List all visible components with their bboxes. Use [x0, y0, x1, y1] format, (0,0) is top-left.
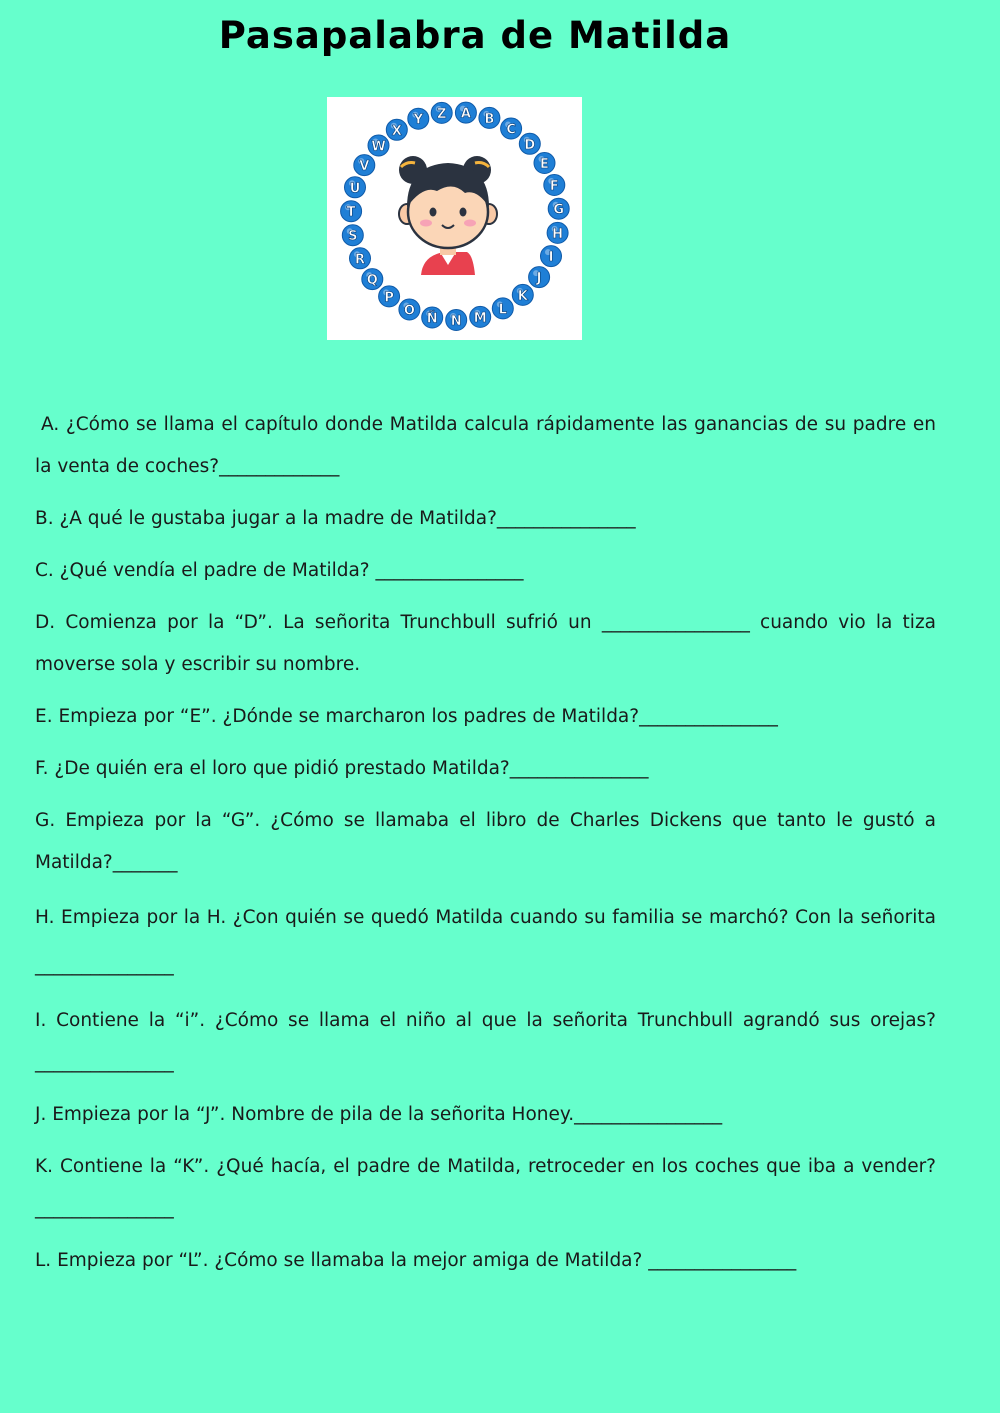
- letter-g: G: [553, 202, 565, 218]
- letter-p: P: [384, 290, 394, 306]
- letter-r: R: [354, 252, 366, 268]
- alphabet-wheel-svg: [327, 97, 582, 340]
- letter-bubble-b: [479, 107, 500, 128]
- letter-bubble-r: [350, 248, 371, 269]
- letter-bubble-g: [548, 198, 569, 219]
- letter-u: U: [349, 181, 361, 197]
- letter-bubble-f: [544, 175, 565, 196]
- letter-bubble-s: [342, 225, 363, 246]
- letter-f: F: [549, 179, 559, 194]
- question-f: F. ¿De quién era el loro que pidió prestado Matilda?_______________: [35, 758, 649, 779]
- question-l: L. Empieza por “L”. ¿Cómo se llamaba la mejor amiga de Matilda? ________________: [35, 1250, 797, 1271]
- letter-ñ: Ñ: [426, 311, 438, 327]
- alphabet-wheel-girl-icon: [327, 97, 582, 340]
- letter-bubble-h: [547, 222, 568, 243]
- letter-s: S: [348, 229, 358, 245]
- letter-bubble-k: [512, 284, 533, 305]
- letter-bubble-t: [341, 201, 362, 222]
- question-a: A. ¿Cómo se llama el capítulo donde Matilda calcula rápidamente las ganancias de su padre en la venta de coches?_____________: [35, 414, 936, 477]
- question-j: J. Empieza por la “J”. Nombre de pila de la señorita Honey.________________: [35, 1104, 723, 1125]
- letter-bubble-i: [541, 246, 562, 267]
- question-b: B. ¿A qué le gustaba jugar a la madre de Matilda?_______________: [35, 508, 636, 529]
- letter-o: O: [403, 303, 415, 319]
- letter-i: I: [548, 250, 554, 266]
- letter-bubble-ñ: [422, 307, 443, 328]
- letter-c: C: [506, 122, 516, 138]
- letter-y: Y: [413, 112, 424, 128]
- question-d: D. Comienza por la “D”. La señorita Trunchbull sufrió un ________________ cuando vio la tiza moverse sola y escribir su nombre.: [35, 612, 936, 675]
- letter-bubble-x: [386, 119, 407, 140]
- letter-bubble-o: [399, 299, 420, 320]
- letter-e: E: [540, 157, 549, 172]
- letter-bubble-c: [501, 118, 522, 139]
- letter-k: K: [517, 288, 528, 304]
- girl-face-icon: [399, 156, 497, 275]
- letter-z: Z: [436, 106, 447, 122]
- letter-bubble-z: [431, 102, 452, 123]
- letter-bubble-d: [519, 133, 540, 154]
- question-c: C. ¿Qué vendía el padre de Matilda? ________________: [35, 560, 524, 581]
- letter-bubble-m: [470, 306, 491, 327]
- letter-v: V: [359, 159, 370, 175]
- letter-x: X: [391, 123, 402, 139]
- letter-w: W: [371, 139, 386, 155]
- letter-bubble-n: [446, 310, 467, 331]
- letter-bubble-y: [408, 108, 429, 129]
- letter-d: D: [524, 137, 536, 153]
- question-h: H. Empieza por la H. ¿Con quién se quedó Matilda cuando su familia se marchó? Con la señorita _______________: [35, 907, 936, 976]
- letter-bubble-v: [354, 155, 375, 176]
- question-k: K. Contiene la “K”. ¿Qué hacía, el padre de Matilda, retroceder en los coches que iba a vender?_______________: [35, 1156, 936, 1219]
- questions-list: [35, 404, 936, 1292]
- letter-j: J: [536, 271, 542, 287]
- letter-bubble-w: [368, 135, 389, 156]
- letter-t: T: [346, 205, 356, 221]
- question-g: G. Empieza por la “G”. ¿Cómo se llamaba el libro de Charles Dickens que tanto le gustó a Matilda?_______: [35, 810, 936, 873]
- question-i: I. Contiene la “i”. ¿Cómo se llama el niño al que la señorita Trunchbull agrandó sus orejas?_______________: [35, 1010, 936, 1073]
- letter-b: B: [484, 111, 495, 127]
- question-e: E. Empieza por “E”. ¿Dónde se marcharon los padres de Matilda?_______________: [35, 706, 778, 727]
- letter-bubble-l: [492, 298, 513, 319]
- letter-q: Q: [366, 273, 378, 289]
- letter-bubble-j: [529, 267, 550, 288]
- letter-bubble-a: [455, 102, 476, 123]
- page-title: Pasapalabra de Matilda: [218, 14, 732, 57]
- letter-m: M: [473, 310, 487, 326]
- letter-bubble-p: [379, 286, 400, 307]
- letter-bubble-u: [345, 177, 366, 198]
- letter-bubble-q: [362, 269, 383, 290]
- letter-a: A: [460, 106, 471, 122]
- letter-h: H: [552, 226, 564, 242]
- letter-n: N: [450, 314, 462, 329]
- letter-l: L: [498, 302, 507, 318]
- letter-bubble-e: [534, 153, 555, 174]
